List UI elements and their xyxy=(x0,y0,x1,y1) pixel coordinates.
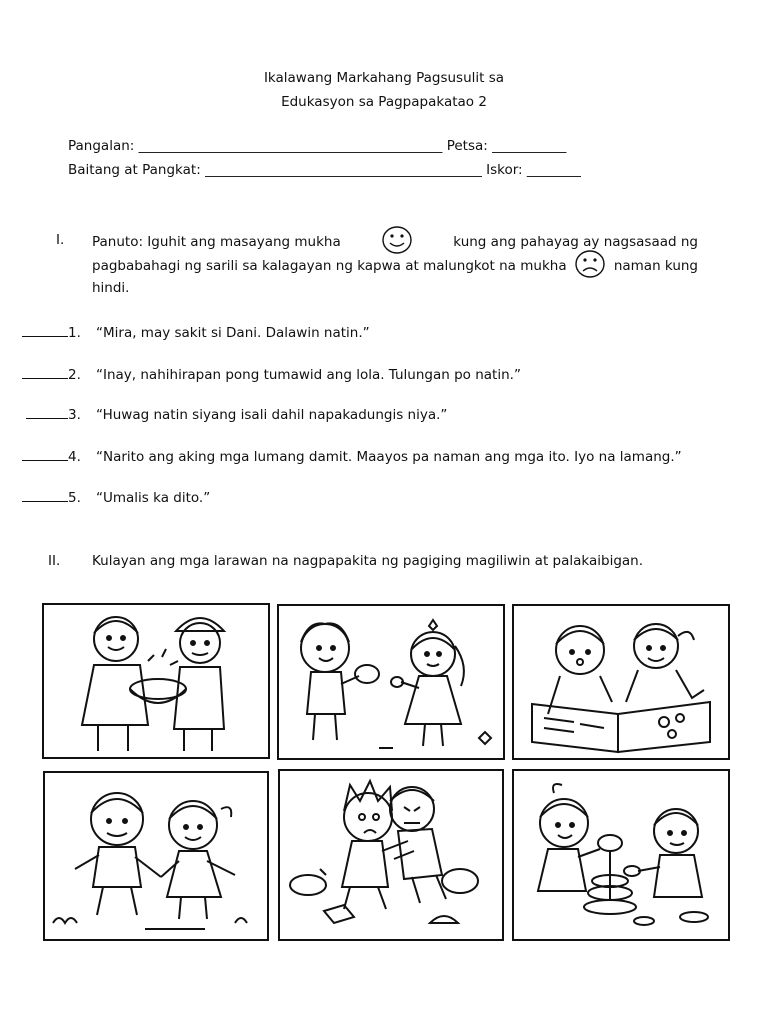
item-text: “Huwag natin siyang isali dahil napakadungis niya.” xyxy=(96,407,448,423)
item-text: “Umalis ka dito.” xyxy=(96,490,211,506)
answer-blank[interactable] xyxy=(22,366,68,379)
item-number: 2. xyxy=(68,367,81,383)
score-field[interactable]: ________ xyxy=(526,162,581,178)
name-field[interactable]: _____________________________________________ xyxy=(138,138,443,154)
grade-field[interactable]: _________________________________________ xyxy=(205,162,482,178)
answer-blank[interactable] xyxy=(26,406,68,419)
date-label: Petsa: xyxy=(446,138,488,154)
answer-blank[interactable] xyxy=(22,489,68,502)
answer-blank[interactable] xyxy=(22,448,68,461)
date-field[interactable]: ___________ xyxy=(492,138,567,154)
name-label: Pangalan: xyxy=(68,138,135,154)
item-number: 1. xyxy=(68,325,81,341)
item-text: “Mira, may sakit si Dani. Dalawin natin.” xyxy=(96,325,370,341)
children-fighting-icon xyxy=(278,769,504,941)
title-line-2: Edukasyon sa Pagpapakatao 2 xyxy=(281,94,487,110)
title-line-1: Ikalawang Markahang Pagsusulit sa xyxy=(263,70,505,86)
children-holding-hands-icon xyxy=(43,771,269,941)
score-label: Iskor: xyxy=(486,162,523,178)
sad-face-icon xyxy=(573,249,607,283)
instruction-text-e: hindi. xyxy=(92,280,130,296)
smiley-face-icon xyxy=(380,225,414,259)
list-item xyxy=(22,489,210,506)
part1-instructions xyxy=(92,232,698,296)
children-reading-book-icon xyxy=(512,604,730,760)
item-number: 5. xyxy=(68,490,81,506)
instruction-text-b: kung ang pahayag ay nagsasaad ng xyxy=(453,234,698,250)
instruction-text-c: pagbabahagi ng sarili sa kalagayan ng kapwa at malungkot na mukha xyxy=(92,258,567,274)
list-item xyxy=(22,324,370,341)
list-item xyxy=(22,448,682,465)
elderly-couple-sharing-basket-icon xyxy=(42,603,270,759)
children-sharing-food-icon xyxy=(277,604,505,760)
item-number: 4. xyxy=(68,449,81,465)
part2-instructions: Kulayan ang mga larawan na nagpapakita ng pagiging magiliwin at palakaibigan. xyxy=(92,553,644,569)
name-row xyxy=(68,138,566,154)
part2-numeral: II. xyxy=(48,553,61,569)
list-item xyxy=(26,406,447,423)
part1-numeral: I. xyxy=(56,232,65,248)
list-item xyxy=(22,366,521,383)
grade-label: Baitang at Pangkat: xyxy=(68,162,201,178)
instruction-text-a: Panuto: Iguhit ang masayang mukha xyxy=(92,234,341,250)
item-text: “Narito ang aking mga lumang damit. Maayos pa naman ang mga ito. Iyo na lamang.” xyxy=(96,449,682,465)
instruction-text-d: naman kung xyxy=(613,258,698,274)
answer-blank[interactable] xyxy=(22,324,68,337)
children-playing-toys-icon xyxy=(512,769,730,941)
grade-row xyxy=(68,162,581,178)
item-number: 3. xyxy=(68,407,81,423)
item-text: “Inay, nahihirapan pong tumawid ang lola. Tulungan po natin.” xyxy=(96,367,521,383)
